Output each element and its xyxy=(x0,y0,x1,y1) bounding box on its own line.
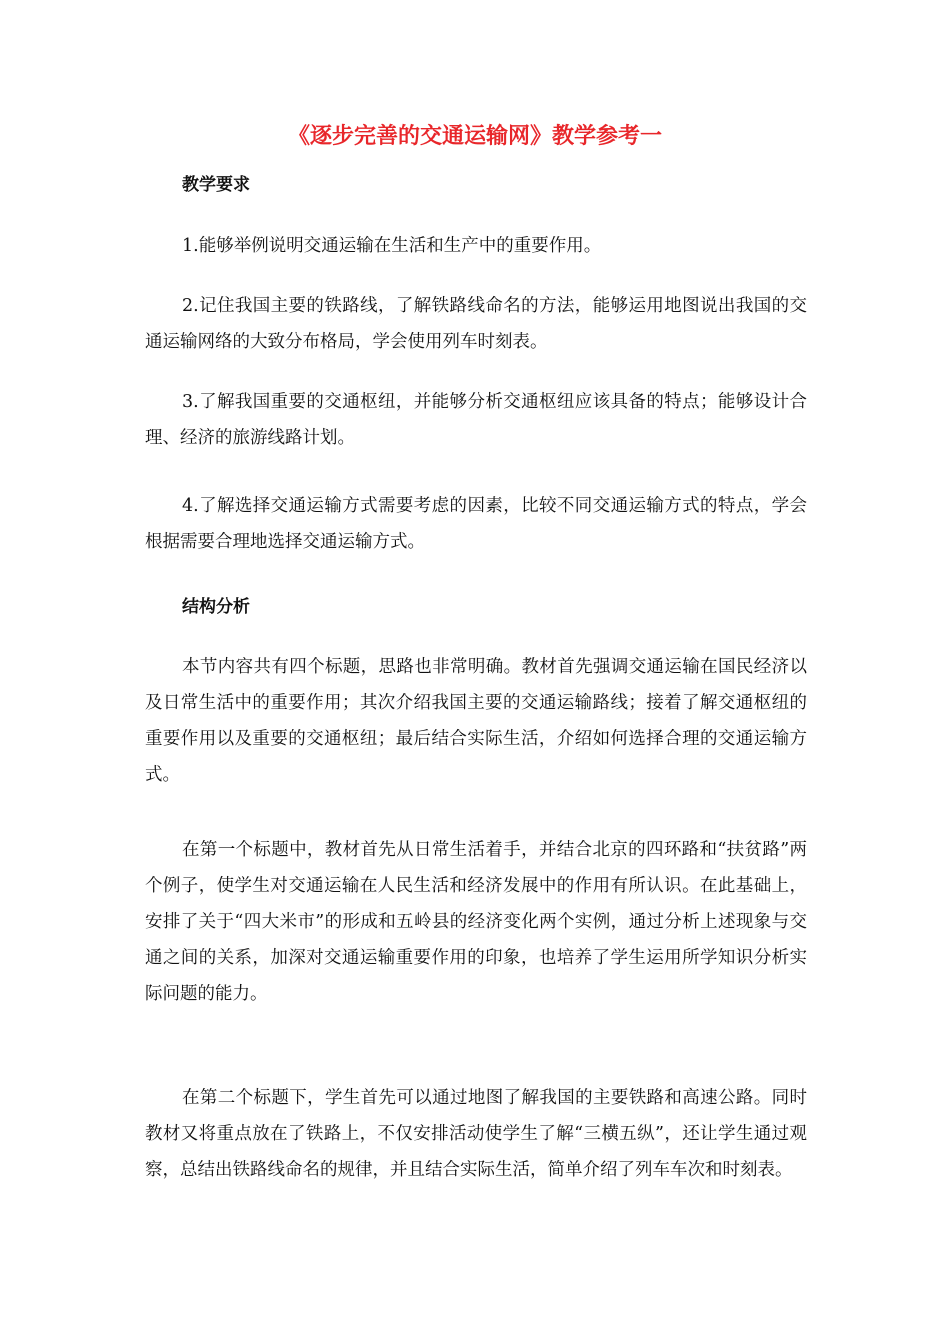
requirement-item-3: 3.了解我国重要的交通枢纽，并能够分析交通枢纽应该具备的特点；能够设计合理、经济的旅游线路计划。 xyxy=(145,392,807,448)
analysis-paragraph-2: 在第一个标题中，教材首先从日常生活着手，并结合北京的四环路和“扶贫路”两个例子，使学生对交通运输在人民生活和经济发展中的作用有所认识。在此基础上，安排了关于“四大米市”的形成和五岭县的经济变化两个实例，通过分析上述现象与交通之间的关系，加深对交通运输重要作用的印象，也培养了学生运用所学知识分析实际问题的能力。 xyxy=(145,840,807,1004)
section-heading-structure-analysis: 结构分析 xyxy=(182,597,250,617)
analysis-paragraph-3: 在第二个标题下，学生首先可以通过地图了解我国的主要铁路和高速公路。同时教材又将重点放在了铁路上，不仅安排活动使学生了解“三横五纵”，还让学生通过观察，总结出铁路线命名的规律，并且结合实际生活，简单介绍了列车车次和时刻表。 xyxy=(145,1088,807,1180)
requirement-item-4: 4.了解选择交通运输方式需要考虑的因素，比较不同交通运输方式的特点，学会根据需要合理地选择交通运输方式。 xyxy=(145,496,807,552)
section-heading-teaching-requirements: 教学要求 xyxy=(182,175,250,195)
requirement-item-2: 2.记住我国主要的铁路线，了解铁路线命名的方法，能够运用地图说出我国的交通运输网络的大致分布格局，学会使用列车时刻表。 xyxy=(145,296,807,352)
document-title: 《逐步完善的交通运输网》教学参考一 xyxy=(287,124,662,149)
analysis-paragraph-1: 本节内容共有四个标题，思路也非常明确。教材首先强调交通运输在国民经济以及日常生活中的重要作用；其次介绍我国主要的交通运输路线；接着了解交通枢纽的重要作用以及重要的交通枢纽；最后结合实际生活，介绍如何选择合理的交通运输方式。 xyxy=(145,657,807,785)
requirement-item-1: 1.能够举例说明交通运输在生活和生产中的重要作用。 xyxy=(182,236,602,256)
